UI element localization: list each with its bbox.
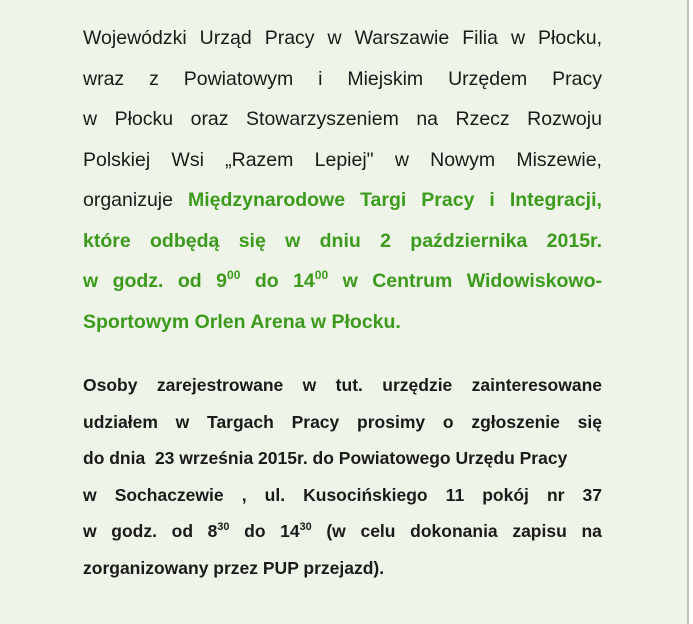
word: Polskiej [83, 148, 151, 171]
word: z [149, 67, 159, 90]
paragraph1-line3 [83, 99, 602, 140]
event-date-word: października [410, 229, 528, 252]
word: i [318, 67, 323, 90]
paragraph1-line5 [83, 180, 602, 221]
word: Stowarzyszeniem [246, 108, 399, 130]
word: Warszawie [354, 27, 450, 49]
word: w [327, 27, 342, 49]
word: Kusocińskiego [303, 484, 428, 505]
word: Powiatowym [183, 67, 294, 90]
word: zapisu [512, 521, 567, 541]
word: urzędzie [382, 375, 453, 395]
word: na [416, 108, 439, 130]
end-minutes: 30 [299, 520, 312, 533]
registration-end-time [280, 513, 312, 550]
word: wraz [83, 67, 125, 90]
word: oraz [190, 108, 229, 130]
event-date-word: dniu [319, 229, 361, 252]
word: się [577, 411, 602, 432]
event-date-word: odbędą [150, 229, 220, 252]
word: Wsi [171, 148, 204, 171]
event-name-word: Targi [360, 189, 407, 211]
paragraph2-line1 [83, 367, 602, 404]
word: udziałem [83, 411, 158, 432]
event-name-word: Integracji, [509, 189, 602, 211]
word: do [244, 521, 266, 541]
word: Wojewódzki [83, 27, 187, 49]
word: w [302, 375, 317, 395]
word: Lepiej" [314, 148, 374, 171]
word: Nowym [430, 148, 496, 171]
paragraph1-line2 [83, 59, 602, 100]
word: Pracy [291, 411, 340, 432]
word: Miszewie, [516, 148, 602, 171]
paragraph2-line5 [83, 513, 602, 550]
transport-text: zorganizowany przez PUP przejazd). [83, 557, 385, 578]
event-date-word: się [238, 229, 266, 252]
paragraph2-line2 [83, 404, 602, 441]
registration-paragraph [83, 367, 602, 586]
word: Pracy [264, 27, 315, 49]
word: Miejskim [347, 67, 424, 90]
word: prosimy [357, 411, 426, 432]
start-hour: 8 [207, 521, 218, 541]
word: Osoby [83, 375, 138, 395]
word: Pracy [552, 67, 602, 90]
start-hour: 9 [216, 270, 227, 292]
word: , [241, 484, 247, 505]
word: pokój [482, 484, 529, 505]
event-date-word: 2 [380, 229, 391, 252]
word: Targach [207, 411, 274, 432]
paragraph1-line6 [83, 221, 602, 262]
word: 37 [582, 484, 602, 505]
word: na [581, 521, 602, 541]
word: Rozwoju [527, 108, 602, 130]
word: od [171, 521, 194, 541]
event-name-word: i [489, 189, 495, 211]
word: (w [326, 521, 346, 541]
word: tut. [335, 375, 363, 395]
word: Centrum [372, 270, 453, 292]
word: zgłoszenie [471, 411, 560, 432]
word: od [177, 270, 202, 292]
word: do [254, 270, 279, 292]
word: celu [360, 521, 396, 541]
paragraph1-line8 [83, 302, 602, 343]
word: zarejestrowane [156, 375, 284, 395]
word: Rzecz [455, 108, 510, 130]
word: godz. [111, 521, 157, 541]
event-name-word: Pracy [421, 189, 475, 211]
venue-text: Sportowym Orlen Arena w Płocku. [83, 310, 401, 333]
word: w [394, 148, 409, 171]
word: „Razem [225, 148, 294, 171]
word: Urząd [199, 27, 252, 49]
word: w [83, 521, 97, 541]
word: dokonania [410, 521, 498, 541]
end-hour: 14 [293, 270, 315, 292]
word: Filia [462, 27, 498, 49]
word: godz. [112, 270, 164, 292]
end-minutes: 00 [314, 268, 329, 283]
end-hour: 14 [280, 521, 300, 541]
word: Płocku [114, 108, 174, 130]
word: nr [546, 484, 565, 505]
event-date-word: w [285, 229, 301, 252]
start-time [216, 261, 240, 302]
paragraph1-line1 [83, 18, 602, 59]
paragraph1-line7 [83, 261, 602, 302]
word: Płocku, [538, 27, 602, 49]
word: w [83, 108, 98, 130]
word: w [342, 270, 358, 292]
word: w [83, 270, 99, 292]
word: ul. [264, 484, 286, 505]
paragraph2-line3 [83, 440, 602, 477]
event-name-word: Międzynarodowe [187, 189, 346, 211]
word: zainteresowane [471, 375, 602, 395]
registration-start-time [208, 513, 230, 550]
event-date-word: które [83, 229, 131, 252]
word: Urzędem [448, 67, 528, 90]
start-minutes: 30 [217, 520, 230, 533]
deadline-text: do dnia 23 września 2015r. do Powiatowego Urzędu Pracy [83, 448, 568, 468]
word: Sochaczewie [114, 484, 224, 505]
word: Widowiskowo- [466, 270, 602, 292]
paragraph2-line4 [83, 477, 602, 514]
announcement-paragraph [83, 18, 602, 342]
word: o [442, 411, 454, 432]
word: w [175, 411, 190, 432]
word: w [83, 484, 97, 505]
word: 11 [445, 484, 465, 505]
word: w [510, 27, 526, 49]
end-time [293, 261, 328, 302]
paragraph2-line6 [83, 550, 602, 587]
word: organizuje [83, 189, 173, 211]
event-date-word: 2015r. [546, 229, 602, 252]
start-minutes: 00 [226, 268, 241, 283]
paragraph1-line4 [83, 140, 602, 181]
